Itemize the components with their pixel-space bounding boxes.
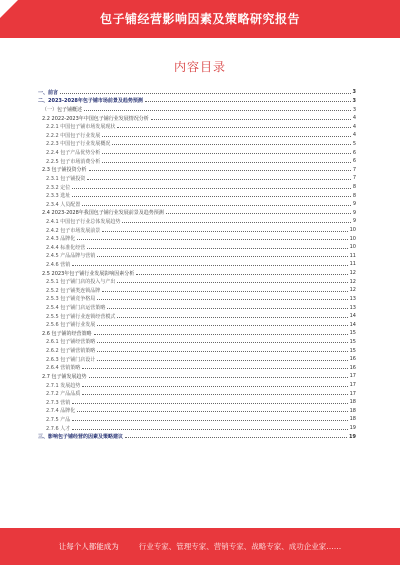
- toc-entry-page: 14: [349, 313, 356, 320]
- dot-leader: [97, 342, 347, 343]
- toc-entry-text: 2.6.4 营销策略: [46, 365, 81, 372]
- toc-entry-text: 2.5.3 包子铺竞争格局: [46, 296, 96, 303]
- toc-entry[interactable]: [38, 97, 356, 106]
- toc-entry[interactable]: [38, 252, 356, 261]
- dot-leader: [112, 144, 350, 145]
- toc-entry-text: 2.4.2 包子市场发展前景: [46, 227, 101, 234]
- toc-entry-text: 2.7.3 营销: [46, 399, 71, 406]
- dot-leader: [145, 101, 351, 102]
- toc-entry-page: 7: [352, 166, 356, 173]
- dot-leader: [102, 153, 351, 154]
- toc-entry[interactable]: [38, 320, 356, 329]
- dot-leader: [72, 196, 351, 197]
- toc-entry-text: 2.6.1 包子铺经营策略: [46, 339, 96, 346]
- dot-leader: [87, 248, 347, 249]
- toc-entry-text: 2.3.2 定位: [46, 184, 71, 191]
- toc-entry-page: 7: [352, 175, 356, 182]
- dot-leader: [94, 334, 348, 335]
- toc-entry-page: 3: [352, 89, 356, 96]
- dot-leader: [102, 291, 347, 292]
- toc-entry-text: 2.4.5 产品品牌与营销: [46, 253, 96, 260]
- dot-leader: [82, 368, 347, 369]
- toc-entry-text: 二、2023-2028年包子铺市场前景及趋势预测: [38, 98, 143, 105]
- toc-entry-page: 11: [349, 252, 356, 259]
- dot-leader: [117, 282, 347, 283]
- dot-leader: [102, 136, 351, 137]
- toc-entry-page: 5: [352, 140, 356, 147]
- toc-entry-text: 2.7.1 发展趋势: [46, 382, 81, 389]
- dot-leader: [97, 299, 347, 300]
- toc-entry[interactable]: [38, 165, 356, 174]
- toc-entry-page: 17: [349, 373, 356, 380]
- toc-entry-page: 15: [349, 330, 356, 337]
- toc-entry[interactable]: [38, 191, 356, 200]
- toc-entry-text: 2.7.2 产品品质: [46, 391, 81, 398]
- toc-entry-text: 2.6.2 包子铺营销策略: [46, 348, 96, 355]
- toc-entry-page: 3: [352, 106, 356, 113]
- toc-entry-page: 6: [352, 149, 356, 156]
- toc-title: 内容目录: [173, 60, 226, 74]
- toc-entry-text: 2.4.6 营销: [46, 261, 71, 268]
- toc-entry[interactable]: [38, 148, 356, 157]
- toc-entry-text: 2.4.3 品牌化: [46, 236, 76, 243]
- toc-entry-page: 11: [349, 261, 356, 268]
- toc-entry-page: 4: [352, 123, 356, 130]
- toc-entry[interactable]: [38, 260, 356, 269]
- toc-entry-page: 10: [349, 235, 356, 242]
- toc-entry[interactable]: [38, 105, 356, 114]
- toc-entry[interactable]: [38, 200, 356, 209]
- toc-entry-page: 12: [349, 287, 356, 294]
- toc-entry[interactable]: [38, 312, 356, 321]
- toc-entry-text: 2.4 2023-2028年我国包子铺行业发展前景及趋势预测: [42, 210, 164, 217]
- toc-entry-text: 2.7.5 产品: [46, 416, 71, 423]
- dot-leader: [89, 170, 351, 171]
- toc-entry-page: 8: [352, 184, 356, 190]
- toc-entry-page: 16: [349, 356, 356, 363]
- toc-entry-page: 15: [349, 347, 356, 354]
- dot-leader: [77, 411, 347, 412]
- toc-entry-text: 2.2.1 中国包子铺市场发展现状: [46, 124, 116, 131]
- toc-entry-page: 10: [349, 227, 356, 234]
- toc-entry-text: 2.2 2022-2023年中国包子铺行业发展情况分析: [42, 115, 149, 122]
- toc-entry-page: 18: [349, 407, 356, 414]
- dot-leader: [87, 179, 351, 180]
- dot-leader: [77, 239, 347, 240]
- toc-entry[interactable]: [38, 432, 356, 441]
- dot-leader: [117, 317, 347, 318]
- toc-entry-text: 三、影响包子铺经营的因素及策略建议: [38, 434, 124, 441]
- footer-band: [0, 528, 400, 565]
- toc-entry-page: 12: [349, 270, 356, 277]
- toc-entry-page: 4: [352, 115, 356, 122]
- toc-entry-text: 2.3.1 包子铺投资: [46, 175, 86, 182]
- toc-entry[interactable]: [38, 122, 356, 131]
- toc-entry-text: 2.2.2 中国包子行业发展: [46, 132, 101, 139]
- table-of-contents: [38, 88, 356, 441]
- toc-entry-page: 13: [349, 295, 356, 302]
- footer-slogan: 让每个人都能成为: [58, 542, 119, 551]
- dot-leader: [117, 127, 350, 128]
- document-title: 包子铺经营影响因素及策略研究报告: [99, 12, 300, 26]
- toc-entry[interactable]: [38, 286, 356, 295]
- toc-entry[interactable]: [38, 372, 356, 381]
- dot-leader: [72, 429, 347, 430]
- footer-roles: 行业专家、管理专家、营销专家、战略专家、成功企业家……: [138, 542, 342, 551]
- toc-entry-text: 2.4.1 中国包子行业总体发展趋势: [46, 218, 121, 225]
- toc-entry[interactable]: [38, 243, 356, 252]
- toc-entry-page: 10: [349, 244, 356, 251]
- toc-entry-page: 14: [349, 321, 356, 328]
- toc-entry-page: 9: [352, 218, 356, 225]
- toc-entry-page: 17: [349, 382, 356, 389]
- dot-leader: [82, 386, 347, 387]
- dot-leader: [72, 403, 347, 404]
- toc-entry-page: 4: [352, 132, 356, 139]
- toc-entry-page: 19: [349, 433, 356, 440]
- toc-entry-text: 2.7.4 品牌化: [46, 408, 76, 415]
- toc-entry-page: 15: [349, 338, 356, 345]
- toc-entry[interactable]: [38, 338, 356, 347]
- toc-entry[interactable]: [38, 140, 356, 149]
- toc-entry-text: 2.5.4 包子铺门店运营策略: [46, 305, 106, 312]
- toc-entry-text: 2.3.3 选址: [46, 193, 71, 200]
- dot-leader: [89, 377, 348, 378]
- toc-entry-page: 8: [352, 192, 356, 199]
- dot-leader: [107, 308, 347, 309]
- toc-entry-text: 2.2.3 中国包子行业发展概况: [46, 141, 111, 148]
- toc-entry-text: 2.3.4 人员配置: [46, 201, 81, 208]
- toc-entry-text: 2.5.1 包子铺门店的投入与产出: [46, 279, 116, 286]
- toc-entry[interactable]: [38, 131, 356, 140]
- dot-leader: [136, 274, 347, 275]
- toc-entry-text: 2.5 2023年包子铺行业发展影响因素分析: [42, 270, 135, 277]
- toc-entry-text: 2.6 包子铺的经营策略: [42, 330, 92, 337]
- toc-entry-page: 3: [352, 97, 356, 104]
- toc-entry[interactable]: [38, 407, 356, 416]
- toc-entry-page: 18: [349, 416, 356, 423]
- toc-entry-text: 2.3 包子铺投资分析: [42, 167, 87, 174]
- toc-entry-text: 2.2.5 包子市场消费分析: [46, 158, 101, 165]
- dot-leader: [102, 162, 351, 163]
- toc-entry-text: 2.4.4 标准化经营: [46, 244, 86, 251]
- dot-leader: [97, 256, 347, 257]
- toc-entry[interactable]: [38, 303, 356, 312]
- dot-leader: [97, 351, 347, 352]
- dot-leader: [72, 420, 347, 421]
- toc-entry-page: 16: [349, 364, 356, 371]
- toc-entry[interactable]: [38, 217, 356, 226]
- toc-entry[interactable]: [38, 88, 356, 97]
- dot-leader: [60, 93, 351, 94]
- toc-entry[interactable]: [38, 389, 356, 398]
- toc-entry[interactable]: [38, 234, 356, 243]
- dot-leader: [166, 213, 351, 214]
- toc-entry[interactable]: [38, 226, 356, 235]
- toc-entry[interactable]: [38, 398, 356, 407]
- toc-entry-text: 2.6.3 包子铺门店设计: [46, 356, 96, 363]
- toc-entry[interactable]: [38, 415, 356, 424]
- toc-entry[interactable]: [38, 157, 356, 166]
- toc-entry[interactable]: [38, 346, 356, 355]
- toc-entry[interactable]: [38, 381, 356, 390]
- toc-entry-page: 9: [352, 201, 356, 208]
- toc-entry[interactable]: [38, 269, 356, 278]
- toc-entry-text: 2.5.2 包子铺类连锁品牌: [46, 287, 101, 294]
- toc-entry-page: 17: [349, 390, 356, 397]
- toc-entry-text: 2.7.6 人才: [46, 425, 71, 432]
- toc-entry[interactable]: [38, 355, 356, 364]
- dot-leader: [72, 265, 347, 266]
- toc-entry-text: （一）包子铺概述: [42, 107, 83, 114]
- dot-leader: [82, 394, 347, 395]
- footer-text: [0, 528, 400, 565]
- dot-leader: [84, 110, 351, 111]
- dot-leader: [122, 222, 350, 223]
- toc-entry[interactable]: [38, 183, 356, 192]
- dot-leader: [97, 325, 347, 326]
- dot-leader: [102, 231, 347, 232]
- toc-entry[interactable]: [38, 329, 356, 338]
- dot-leader: [125, 437, 347, 438]
- toc-entry-text: 2.5.6 包子铺行业发展: [46, 322, 96, 329]
- toc-entry-text: 一、前言: [38, 89, 59, 96]
- toc-entry[interactable]: [38, 174, 356, 183]
- toc-entry-text: 2.5.5 包子铺行业连锁经营模式: [46, 313, 116, 320]
- toc-entry[interactable]: [38, 364, 356, 373]
- toc-entry-page: 9: [352, 209, 356, 216]
- dot-leader: [97, 360, 347, 361]
- toc-entry-page: 6: [352, 158, 356, 165]
- toc-entry-page: 12: [349, 278, 356, 285]
- dot-leader: [151, 119, 351, 120]
- toc-entry[interactable]: [38, 209, 356, 218]
- toc-entry-text: 2.2.4 包子产品优势分析: [46, 150, 101, 157]
- toc-entry-page: 18: [349, 399, 356, 406]
- toc-entry-text: 2.7 包子铺发展趋势: [42, 373, 87, 380]
- dot-leader: [72, 188, 351, 189]
- toc-entry[interactable]: [38, 114, 356, 123]
- toc-entry-page: 19: [349, 425, 356, 432]
- toc-entry[interactable]: [38, 277, 356, 286]
- toc-entry[interactable]: [38, 424, 356, 433]
- dot-leader: [82, 205, 351, 206]
- toc-entry-page: 13: [349, 304, 356, 311]
- toc-entry[interactable]: [38, 295, 356, 304]
